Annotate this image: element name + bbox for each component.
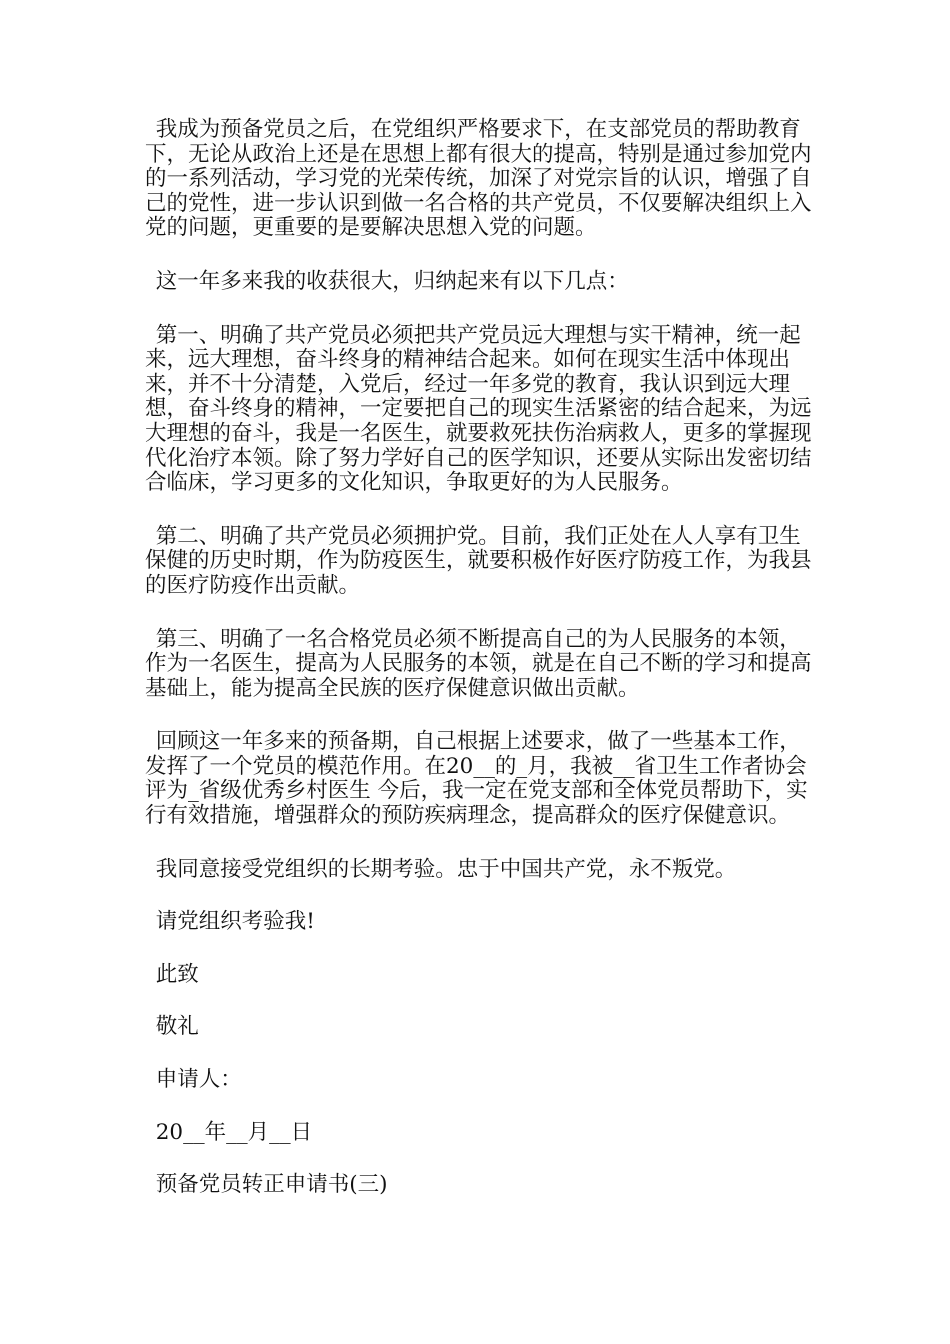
paragraph-request: 请党组织考验我! xyxy=(155,909,315,935)
paragraph-point-one: 第一、明确了共产党员必须把共产党员远大理想与实干精神，统一起来，远大理想，奋斗终身的精神结合起来。如何在现实生活中体现出来，并不十分清楚，入党后，经过一年多党的教育，我认识到远大理想，奋斗终身的精神，一定要把自己的现实生活紧密的结合起来，为远大理想的奋斗，我是一名医生，就要救死扶伤治病救人，更多的掌握现代化治疗本领。除了努力学好自己的医学知识，还要从实际出发密切结合临床，学习更多的文化知识，争取更好的为人民服务。 xyxy=(145,322,812,496)
paragraph-pledge: 我同意接受党组织的长期考验。忠于中国共产党，永不叛党。 xyxy=(155,856,737,882)
closing-regards: 敬礼 xyxy=(155,1014,199,1040)
paragraph-review: 回顾这一年多来的预备期，自己根据上述要求，做了一些基本工作，发挥了一个党员的模范作用。在20__的_月，我被__省卫生工作者协会评为_省级优秀乡村医生 今后，我一定在党支部和全体党员帮助下，实行有效措施，增强群众的预防疾病理念，提高群众的医疗保健意识。 xyxy=(145,729,808,829)
date-line: 20__年__月__日 xyxy=(155,1119,313,1145)
next-section-title: 预备党员转正申请书(三) xyxy=(155,1172,388,1198)
paragraph-intro: 我成为预备党员之后，在党组织严格要求下，在支部党员的帮助教育下，无论从政治上还是在思想上都有很大的提高，特别是通过参加党内的一系列活动，学习党的光荣传统，加深了对党宗旨的认识，增强了自己的党性，进一步认识到做一名合格的共产党员，不仅要解决组织上入党的问题，更重要的是要解决思想入党的问题。 xyxy=(145,117,812,241)
closing-salutation: 此致 xyxy=(155,961,199,987)
paragraph-summary: 这一年多来我的收获很大，归纳起来有以下几点： xyxy=(155,268,629,294)
document-body xyxy=(145,118,815,1226)
applicant-line: 申请人： xyxy=(155,1067,242,1093)
paragraph-point-two: 第二、明确了共产党员必须拥护党。目前，我们正处在人人享有卫生保健的历史时期，作为防疫医生，就要积极作好医疗防疫工作，为我县的医疗防疫作出贡献。 xyxy=(145,523,812,598)
paragraph-point-three: 第三、明确了一名合格党员必须不断提高自己的为人民服务的本领，作为一名医生，提高为人民服务的本领，就是在自己不断的学习和提高基础上，能为提高全民族的医疗保健意识做出贡献。 xyxy=(145,626,812,701)
